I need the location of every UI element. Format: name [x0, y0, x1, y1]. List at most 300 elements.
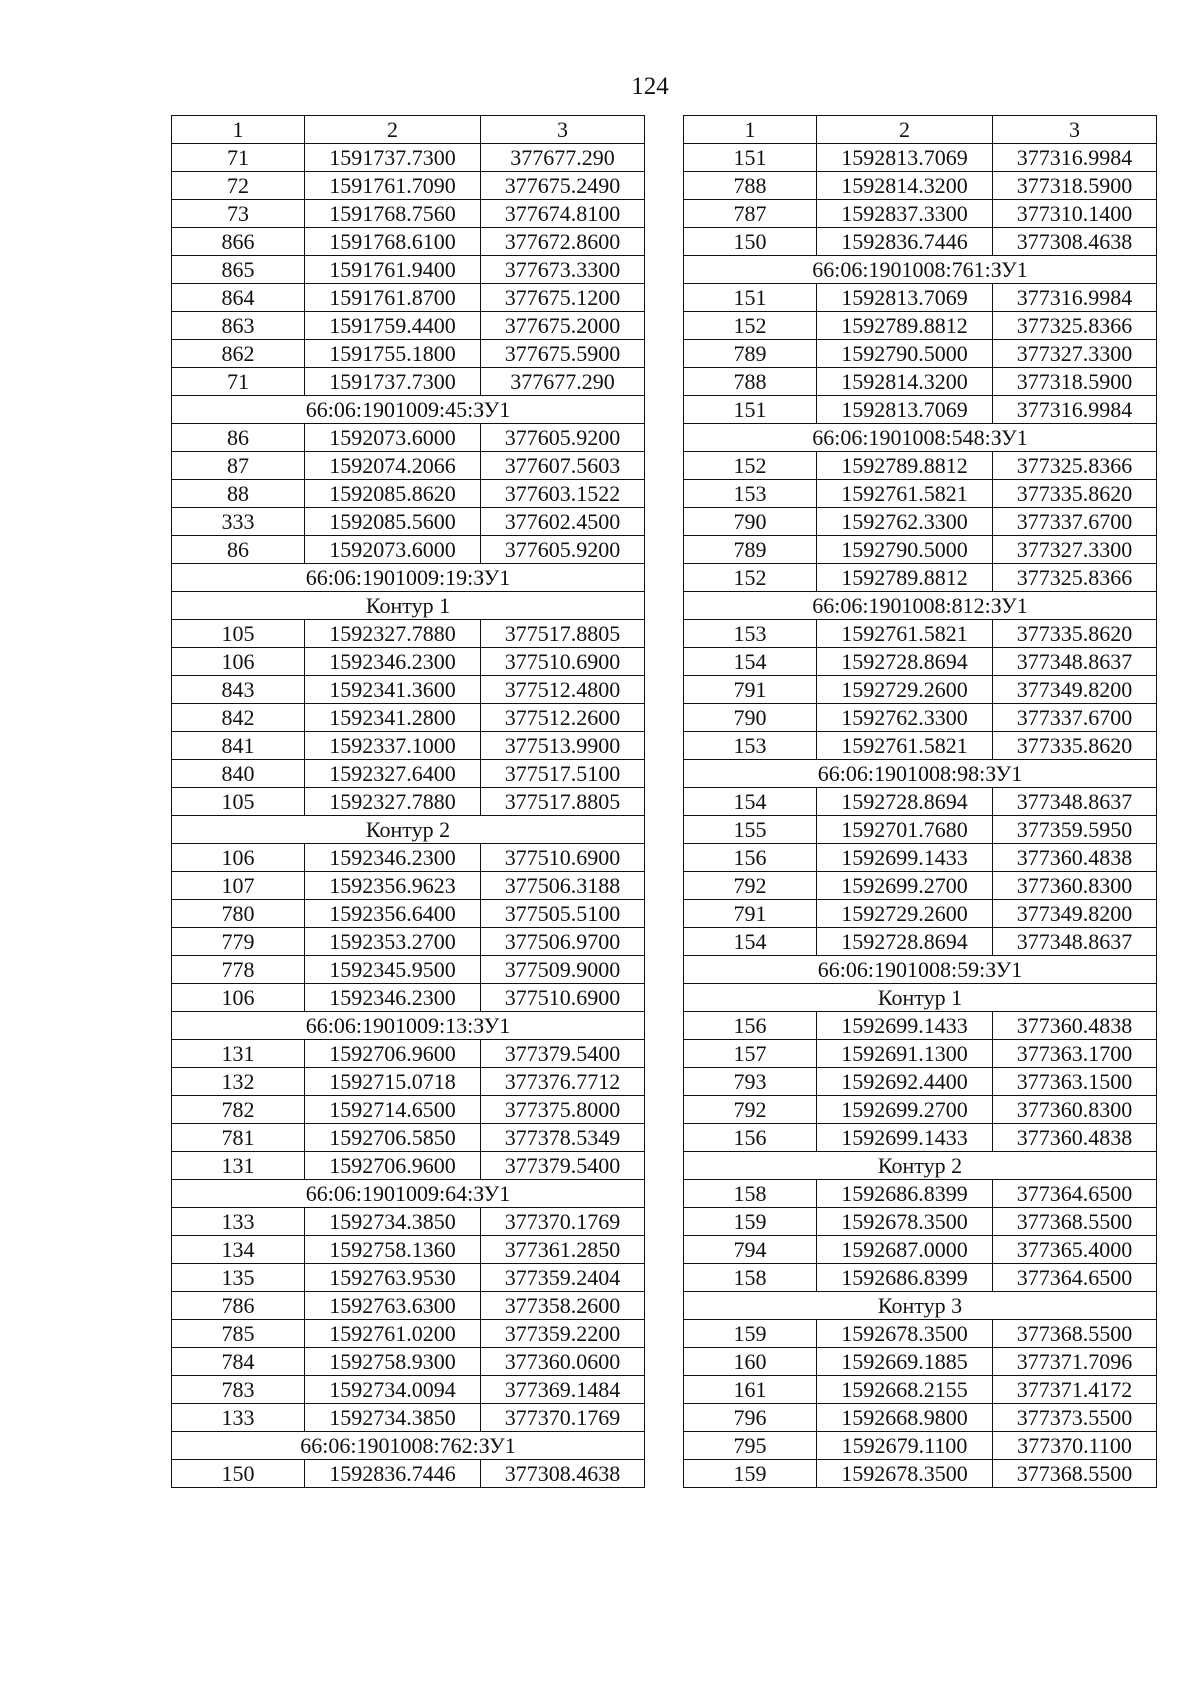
- section-heading: Контур 1: [172, 592, 645, 620]
- table-row: [684, 1096, 1157, 1124]
- point-number: 157: [684, 1040, 817, 1068]
- coordinate-x: 1592758.1360: [305, 1236, 481, 1264]
- point-number: 72: [172, 172, 305, 200]
- section-heading: 66:06:1901009:13:ЗУ1: [172, 1012, 645, 1040]
- point-number: 154: [684, 928, 817, 956]
- table-row: [172, 956, 645, 984]
- coordinate-x: 1591768.6100: [305, 228, 481, 256]
- coordinate-y: 377318.5900: [993, 368, 1157, 396]
- coordinate-y: 377369.1484: [481, 1376, 645, 1404]
- table-row: [684, 788, 1157, 816]
- table-row: [172, 424, 645, 452]
- coordinate-x: 1592686.8399: [817, 1180, 993, 1208]
- table-row: [172, 480, 645, 508]
- point-number: 790: [684, 704, 817, 732]
- coordinate-y: 377359.2200: [481, 1320, 645, 1348]
- coordinate-x: 1592761.0200: [305, 1320, 481, 1348]
- table-row: [684, 1208, 1157, 1236]
- table-row: [172, 1264, 645, 1292]
- coordinate-x: 1592813.7069: [817, 396, 993, 424]
- point-number: 840: [172, 760, 305, 788]
- coordinate-x: 1591737.7300: [305, 144, 481, 172]
- table-row: [172, 620, 645, 648]
- point-number: 88: [172, 480, 305, 508]
- coordinate-y: 377378.5349: [481, 1124, 645, 1152]
- coordinate-x: 1591761.7090: [305, 172, 481, 200]
- point-number: 789: [684, 340, 817, 368]
- coordinate-x: 1592678.3500: [817, 1460, 993, 1488]
- coordinate-y: 377360.8300: [993, 1096, 1157, 1124]
- coordinate-y: 377370.1769: [481, 1208, 645, 1236]
- table-row: [172, 1124, 645, 1152]
- coordinate-x: 1592341.2800: [305, 704, 481, 732]
- coordinate-x: 1592789.8812: [817, 564, 993, 592]
- point-number: 105: [172, 620, 305, 648]
- point-number: 786: [172, 1292, 305, 1320]
- coordinate-y: 377360.0600: [481, 1348, 645, 1376]
- table-row: [684, 620, 1157, 648]
- coordinate-y: 377370.1100: [993, 1432, 1157, 1460]
- table-row: [684, 928, 1157, 956]
- coordinate-y: 377368.5500: [993, 1320, 1157, 1348]
- coordinate-y: 377510.6900: [481, 648, 645, 676]
- coordinate-y: 377675.2490: [481, 172, 645, 200]
- table-row: [684, 1320, 1157, 1348]
- column-header: 2: [305, 116, 481, 144]
- table-row: [684, 1348, 1157, 1376]
- point-number: 791: [684, 676, 817, 704]
- point-number: 150: [684, 228, 817, 256]
- coordinate-y: 377371.7096: [993, 1348, 1157, 1376]
- table-row: [684, 704, 1157, 732]
- coordinate-x: 1592668.9800: [817, 1404, 993, 1432]
- section-heading: Контур 1: [684, 984, 1157, 1012]
- point-number: 782: [172, 1096, 305, 1124]
- coordinate-y: 377348.8637: [993, 648, 1157, 676]
- point-number: 152: [684, 452, 817, 480]
- table-row: [172, 312, 645, 340]
- table-row: [684, 1124, 1157, 1152]
- point-number: 154: [684, 648, 817, 676]
- point-number: 71: [172, 144, 305, 172]
- section-heading-row: [684, 424, 1157, 452]
- coordinate-x: 1592836.7446: [305, 1460, 481, 1488]
- table-row: [684, 480, 1157, 508]
- point-number: 152: [684, 312, 817, 340]
- coordinate-y: 377677.290: [481, 144, 645, 172]
- table-row: [684, 564, 1157, 592]
- coordinate-y: 377603.1522: [481, 480, 645, 508]
- point-number: 779: [172, 928, 305, 956]
- coordinate-x: 1592813.7069: [817, 284, 993, 312]
- table-row: [684, 228, 1157, 256]
- table-header-row: [172, 116, 645, 144]
- coordinate-y: 377517.5100: [481, 760, 645, 788]
- point-number: 153: [684, 480, 817, 508]
- coordinates-table-left: [171, 115, 645, 1488]
- table-row: [684, 1404, 1157, 1432]
- section-heading: 66:06:1901009:19:ЗУ1: [172, 564, 645, 592]
- point-number: 158: [684, 1180, 817, 1208]
- coordinate-y: 377308.4638: [481, 1460, 645, 1488]
- point-number: 161: [684, 1376, 817, 1404]
- section-heading-row: [684, 592, 1157, 620]
- coordinate-y: 377602.4500: [481, 508, 645, 536]
- coordinate-x: 1592762.3300: [817, 704, 993, 732]
- point-number: 160: [684, 1348, 817, 1376]
- coordinate-y: 377316.9984: [993, 396, 1157, 424]
- coordinate-y: 377373.5500: [993, 1404, 1157, 1432]
- coordinate-y: 377506.9700: [481, 928, 645, 956]
- section-heading: 66:06:1901008:812:ЗУ1: [684, 592, 1157, 620]
- coordinate-x: 1592687.0000: [817, 1236, 993, 1264]
- coordinate-x: 1592327.7880: [305, 620, 481, 648]
- coordinate-x: 1591737.7300: [305, 368, 481, 396]
- section-heading: 66:06:1901008:548:ЗУ1: [684, 424, 1157, 452]
- point-number: 791: [684, 900, 817, 928]
- coordinate-y: 377359.5950: [993, 816, 1157, 844]
- coordinate-x: 1592761.5821: [817, 620, 993, 648]
- table-row: [684, 1264, 1157, 1292]
- table-row: [684, 1432, 1157, 1460]
- coordinate-y: 377505.5100: [481, 900, 645, 928]
- point-number: 86: [172, 536, 305, 564]
- table-row: [172, 872, 645, 900]
- point-number: 787: [684, 200, 817, 228]
- table-row: [684, 872, 1157, 900]
- coordinate-x: 1592345.9500: [305, 956, 481, 984]
- point-number: 87: [172, 452, 305, 480]
- section-heading: Контур 3: [684, 1292, 1157, 1320]
- section-heading-row: [684, 956, 1157, 984]
- coordinate-y: 377360.4838: [993, 1124, 1157, 1152]
- table-row: [684, 284, 1157, 312]
- point-number: 158: [684, 1264, 817, 1292]
- coordinate-x: 1592346.2300: [305, 648, 481, 676]
- point-number: 107: [172, 872, 305, 900]
- coordinate-x: 1592706.9600: [305, 1152, 481, 1180]
- coordinate-x: 1592836.7446: [817, 228, 993, 256]
- section-heading: 66:06:1901008:59:ЗУ1: [684, 956, 1157, 984]
- coordinate-y: 377605.9200: [481, 424, 645, 452]
- coordinate-y: 377310.1400: [993, 200, 1157, 228]
- point-number: 788: [684, 172, 817, 200]
- coordinate-y: 377337.6700: [993, 704, 1157, 732]
- point-number: 159: [684, 1320, 817, 1348]
- coordinate-x: 1591759.4400: [305, 312, 481, 340]
- section-heading-row: [172, 1180, 645, 1208]
- table-row: [172, 732, 645, 760]
- coordinate-x: 1592789.8812: [817, 452, 993, 480]
- table-row: [172, 284, 645, 312]
- coordinate-y: 377673.3300: [481, 256, 645, 284]
- coordinate-x: 1592728.8694: [817, 788, 993, 816]
- column-header: 3: [481, 116, 645, 144]
- point-number: 152: [684, 564, 817, 592]
- table-row: [172, 536, 645, 564]
- table-row: [684, 1376, 1157, 1404]
- coordinate-y: 377512.4800: [481, 676, 645, 704]
- table-row: [684, 536, 1157, 564]
- point-number: 783: [172, 1376, 305, 1404]
- coordinate-y: 377517.8805: [481, 788, 645, 816]
- coordinate-x: 1592692.4400: [817, 1068, 993, 1096]
- point-number: 333: [172, 508, 305, 536]
- coordinate-x: 1592699.1433: [817, 1124, 993, 1152]
- point-number: 150: [172, 1460, 305, 1488]
- coordinate-x: 1592341.3600: [305, 676, 481, 704]
- coordinate-y: 377512.2600: [481, 704, 645, 732]
- table-row: [172, 676, 645, 704]
- coordinate-y: 377672.8600: [481, 228, 645, 256]
- table-row: [172, 368, 645, 396]
- coordinate-y: 377359.2404: [481, 1264, 645, 1292]
- coordinate-y: 377335.8620: [993, 480, 1157, 508]
- point-number: 796: [684, 1404, 817, 1432]
- section-heading: 66:06:1901008:762:ЗУ1: [172, 1432, 645, 1460]
- point-number: 159: [684, 1208, 817, 1236]
- coordinate-x: 1592706.5850: [305, 1124, 481, 1152]
- point-number: 133: [172, 1404, 305, 1432]
- coordinate-y: 377510.6900: [481, 844, 645, 872]
- coordinate-x: 1592814.3200: [817, 368, 993, 396]
- table-row: [172, 704, 645, 732]
- coordinate-y: 377325.8366: [993, 452, 1157, 480]
- coordinate-x: 1592734.3850: [305, 1404, 481, 1432]
- coordinate-y: 377349.8200: [993, 900, 1157, 928]
- coordinate-x: 1591768.7560: [305, 200, 481, 228]
- point-number: 154: [684, 788, 817, 816]
- coordinate-y: 377358.2600: [481, 1292, 645, 1320]
- column-header: 2: [817, 116, 993, 144]
- coordinate-y: 377674.8100: [481, 200, 645, 228]
- point-number: 153: [684, 732, 817, 760]
- point-number: 155: [684, 816, 817, 844]
- coordinate-x: 1592763.6300: [305, 1292, 481, 1320]
- point-number: 105: [172, 788, 305, 816]
- point-number: 135: [172, 1264, 305, 1292]
- point-number: 106: [172, 648, 305, 676]
- point-number: 71: [172, 368, 305, 396]
- table-row: [684, 732, 1157, 760]
- table-row: [684, 1460, 1157, 1488]
- table-header-row: [684, 116, 1157, 144]
- coordinate-y: 377318.5900: [993, 172, 1157, 200]
- coordinate-y: 377335.8620: [993, 620, 1157, 648]
- section-heading-row: [172, 816, 645, 844]
- coordinate-y: 377337.6700: [993, 508, 1157, 536]
- point-number: 784: [172, 1348, 305, 1376]
- point-number: 785: [172, 1320, 305, 1348]
- table-row: [684, 452, 1157, 480]
- coordinate-y: 377360.4838: [993, 1012, 1157, 1040]
- coordinate-x: 1592668.2155: [817, 1376, 993, 1404]
- point-number: 781: [172, 1124, 305, 1152]
- table-row: [684, 396, 1157, 424]
- coordinate-x: 1592327.6400: [305, 760, 481, 788]
- coordinate-y: 377363.1500: [993, 1068, 1157, 1096]
- table-row: [172, 144, 645, 172]
- coordinate-y: 377325.8366: [993, 312, 1157, 340]
- coordinate-x: 1592678.3500: [817, 1320, 993, 1348]
- coordinate-x: 1592763.9530: [305, 1264, 481, 1292]
- section-heading-row: [172, 592, 645, 620]
- point-number: 792: [684, 872, 817, 900]
- coordinate-x: 1592085.5600: [305, 508, 481, 536]
- coordinate-x: 1592761.5821: [817, 480, 993, 508]
- table-row: [684, 340, 1157, 368]
- coordinate-x: 1592679.1100: [817, 1432, 993, 1460]
- coordinate-y: 377348.8637: [993, 788, 1157, 816]
- table-row: [172, 900, 645, 928]
- coordinate-y: 377360.8300: [993, 872, 1157, 900]
- point-number: 134: [172, 1236, 305, 1264]
- coordinate-y: 377325.8366: [993, 564, 1157, 592]
- point-number: 794: [684, 1236, 817, 1264]
- section-heading-row: [684, 760, 1157, 788]
- coordinate-y: 377349.8200: [993, 676, 1157, 704]
- coordinate-x: 1592669.1885: [817, 1348, 993, 1376]
- table-row: [172, 1320, 645, 1348]
- coordinate-x: 1592762.3300: [817, 508, 993, 536]
- coordinate-y: 377327.3300: [993, 536, 1157, 564]
- coordinate-x: 1592691.1300: [817, 1040, 993, 1068]
- table-row: [172, 340, 645, 368]
- coordinate-x: 1591761.9400: [305, 256, 481, 284]
- coordinate-x: 1592356.6400: [305, 900, 481, 928]
- section-heading: Контур 2: [684, 1152, 1157, 1180]
- table-row: [684, 1068, 1157, 1096]
- point-number: 132: [172, 1068, 305, 1096]
- coordinate-x: 1592790.5000: [817, 340, 993, 368]
- point-number: 159: [684, 1460, 817, 1488]
- coordinate-x: 1592728.8694: [817, 928, 993, 956]
- table-row: [172, 1460, 645, 1488]
- coordinate-y: 377376.7712: [481, 1068, 645, 1096]
- table-row: [172, 228, 645, 256]
- coordinate-y: 377513.9900: [481, 732, 645, 760]
- table-row: [684, 200, 1157, 228]
- coordinate-y: 377360.4838: [993, 844, 1157, 872]
- table-row: [172, 1208, 645, 1236]
- coordinate-x: 1591755.1800: [305, 340, 481, 368]
- coordinate-x: 1592706.9600: [305, 1040, 481, 1068]
- coordinate-x: 1592715.0718: [305, 1068, 481, 1096]
- coordinate-x: 1592729.2600: [817, 900, 993, 928]
- section-heading-row: [684, 256, 1157, 284]
- coordinate-y: 377327.3300: [993, 340, 1157, 368]
- point-number: 789: [684, 536, 817, 564]
- point-number: 790: [684, 508, 817, 536]
- column-header: 3: [993, 116, 1157, 144]
- column-header: 1: [684, 116, 817, 144]
- table-row: [172, 648, 645, 676]
- table-row: [172, 256, 645, 284]
- table-row: [684, 312, 1157, 340]
- coordinate-y: 377605.9200: [481, 536, 645, 564]
- table-row: [684, 1180, 1157, 1208]
- coordinate-y: 377379.5400: [481, 1040, 645, 1068]
- table-row: [172, 928, 645, 956]
- point-number: 841: [172, 732, 305, 760]
- section-heading-row: [172, 396, 645, 424]
- point-number: 865: [172, 256, 305, 284]
- coordinate-y: 377379.5400: [481, 1152, 645, 1180]
- coordinate-x: 1592686.8399: [817, 1264, 993, 1292]
- table-row: [172, 1096, 645, 1124]
- point-number: 106: [172, 984, 305, 1012]
- coordinate-y: 377365.4000: [993, 1236, 1157, 1264]
- table-row: [684, 368, 1157, 396]
- coordinate-y: 377348.8637: [993, 928, 1157, 956]
- point-number: 151: [684, 144, 817, 172]
- point-number: 86: [172, 424, 305, 452]
- coordinate-x: 1592074.2066: [305, 452, 481, 480]
- point-number: 792: [684, 1096, 817, 1124]
- coordinate-x: 1592346.2300: [305, 844, 481, 872]
- table-row: [172, 1404, 645, 1432]
- coordinate-x: 1592728.8694: [817, 648, 993, 676]
- table-row: [684, 648, 1157, 676]
- point-number: 864: [172, 284, 305, 312]
- point-number: 153: [684, 620, 817, 648]
- coordinate-y: 377509.9000: [481, 956, 645, 984]
- coordinate-y: 377517.8805: [481, 620, 645, 648]
- coordinate-y: 377506.3188: [481, 872, 645, 900]
- coordinate-x: 1592327.7880: [305, 788, 481, 816]
- table-row: [172, 200, 645, 228]
- coordinate-x: 1592699.2700: [817, 1096, 993, 1124]
- coordinate-x: 1592678.3500: [817, 1208, 993, 1236]
- section-heading: 66:06:1901008:98:ЗУ1: [684, 760, 1157, 788]
- coordinate-y: 377675.2000: [481, 312, 645, 340]
- section-heading: 66:06:1901009:45:ЗУ1: [172, 396, 645, 424]
- section-heading-row: [172, 564, 645, 592]
- coordinate-y: 377371.4172: [993, 1376, 1157, 1404]
- point-number: 131: [172, 1040, 305, 1068]
- table-row: [684, 816, 1157, 844]
- coordinate-x: 1592699.2700: [817, 872, 993, 900]
- coordinate-x: 1592085.8620: [305, 480, 481, 508]
- coordinate-y: 377607.5603: [481, 452, 645, 480]
- point-number: 133: [172, 1208, 305, 1236]
- section-heading: Контур 2: [172, 816, 645, 844]
- table-row: [172, 1152, 645, 1180]
- table-row: [684, 1012, 1157, 1040]
- point-number: 842: [172, 704, 305, 732]
- point-number: 106: [172, 844, 305, 872]
- table-row: [172, 788, 645, 816]
- coordinate-x: 1592761.5821: [817, 732, 993, 760]
- table-row: [172, 1348, 645, 1376]
- coordinate-x: 1592837.3300: [817, 200, 993, 228]
- coordinate-x: 1592789.8812: [817, 312, 993, 340]
- page-number: 124: [631, 73, 669, 100]
- coordinate-x: 1592814.3200: [817, 172, 993, 200]
- point-number: 156: [684, 1012, 817, 1040]
- point-number: 793: [684, 1068, 817, 1096]
- coordinate-x: 1592699.1433: [817, 844, 993, 872]
- coordinate-x: 1592734.0094: [305, 1376, 481, 1404]
- coordinate-x: 1592790.5000: [817, 536, 993, 564]
- coordinate-y: 377677.290: [481, 368, 645, 396]
- coordinate-x: 1592073.6000: [305, 424, 481, 452]
- coordinate-x: 1591761.8700: [305, 284, 481, 312]
- coordinate-x: 1592714.6500: [305, 1096, 481, 1124]
- coordinate-x: 1592758.9300: [305, 1348, 481, 1376]
- coordinate-x: 1592353.2700: [305, 928, 481, 956]
- point-number: 780: [172, 900, 305, 928]
